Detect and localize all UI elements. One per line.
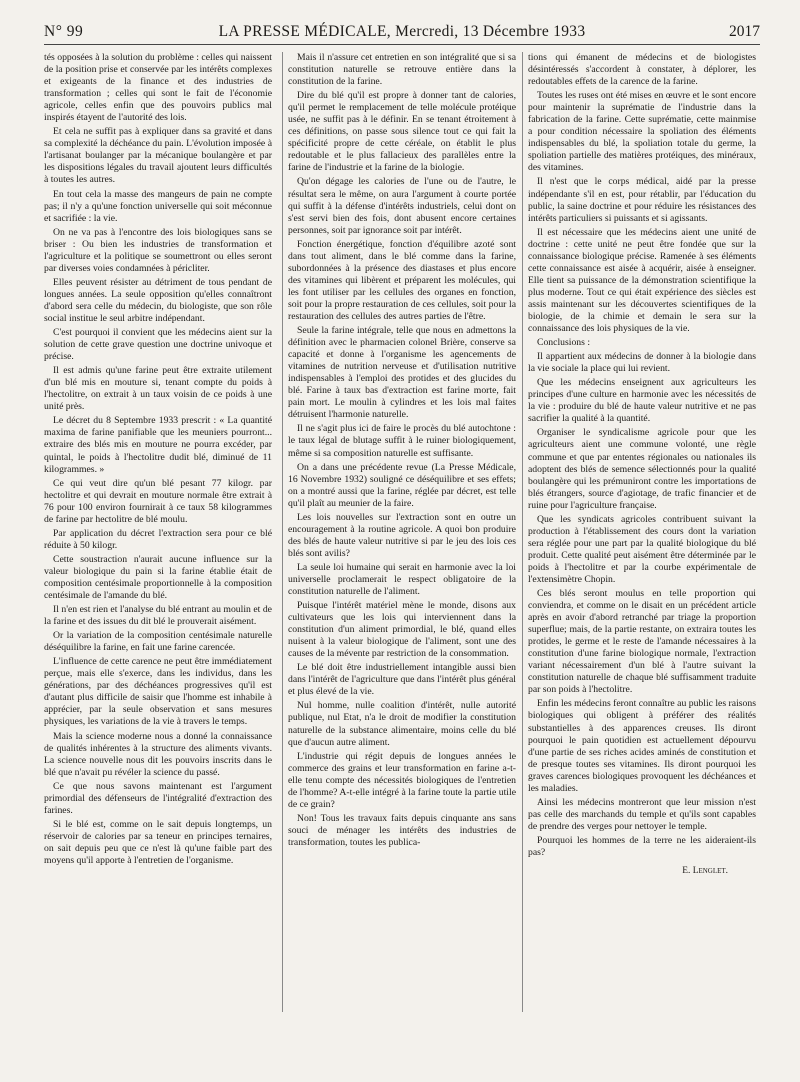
paragraph: Il est admis qu'une farine peut être extraite utilement d'un blé mis en mouture si, tenant compte du poids à l'hectolitre, on extrait à un taux voisin de ce poids à une unité près. (44, 365, 272, 413)
paragraph: Les lois nouvelles sur l'extraction sont en outre un encouragement à la routine agricole. A quoi bon produire des blés de haute valeur nutritive si par le jeu des lois ces blés sont avilis? (288, 511, 516, 559)
page-number: 2017 (729, 23, 760, 40)
paragraph: Cette soustraction n'aurait aucune influence sur la valeur biologique du pain si la farine établie était de composition centésimale proportionnelle à la composition centésimale de l'amande du blé. (44, 553, 272, 602)
paragraph: Ce qui veut dire qu'un blé pesant 77 kilogr. par hectolitre et qui devrait en mouture normale être extrait à 76 pour 100 environ fournirait à ce taux 58 kilogrammes de farine par hectolitre de blé moulu. (44, 477, 272, 525)
paragraph: Qu'on dégage les calories de l'une ou de l'autre, le résultat sera le même, on aura l'argument à courte portée qui suffit à la défense d'intérêts industriels, celui dont on s'est servi bien des fois, dont abusent encore certaines personnes, soit par ignorance soit par intérêt. (288, 176, 516, 236)
paragraph: Puisque l'intérêt matériel mène le monde, disons aux cultivateurs que les lois qui interviennent dans la constitution d'un aliment primordial, le blé, quand elles nuisent à la valeur biologique de l'aliment, sont une des causes de la mévente par restriction de la consommation. (288, 600, 516, 660)
paragraph: Il est nécessaire que les médecins aient une unité de doctrine : cette unité ne peut être fondée que sur la connaissance biologique précise. Ramenée à ses éléments cette connaissance est aisée à acquérir, aisée à enseigner. Elle tient sa puissance de la démonstration scientifique la plus moderne. Tout ce qui était expérience des siècles est assis maintenant sur les découvertes scientifiques de la biologie, de la chimie et demain le sera sur la connaissance des lois physiques de la vie. (528, 226, 756, 335)
paragraph: Seule la farine intégrale, telle que nous en admettons la définition avec le pharmacien colonel Brière, conserve sa capacité et donne à l'organisme les agencements de vitamines de nutrition nerveuse et d'utilisation nutritive indispensables à l'emploi des protides et des glucides du blé. Farine à taux bas d'extraction est farine morte, fait pain mort. Le moulin à cylindres et les lois mal faites détruisent l'harmonie naturelle. (288, 325, 516, 421)
column-1 (44, 52, 272, 1020)
paragraph: Dire du blé qu'il est propre à donner tant de calories, qu'il permet le remplacement de telle molécule protéique usée, ne suffit pas à le définir. En se tenant étroitement à ces définitions, on passe sous silence tout ce qui fait la spécificité propre de cette céréale, on établit le plus redoutable et le plus fallacieux des parallèles entre la farine de l'industrie et la farine de la biologie. (288, 90, 516, 174)
column-divider (282, 52, 283, 1012)
paragraph: Or la variation de la composition centésimale naturelle déséquilibre la farine, en fait une farine carencée. (44, 630, 272, 654)
column-2 (288, 52, 516, 1020)
journal-title: LA PRESSE MÉDICALE, Mercredi, 13 Décembre 1933 (218, 23, 586, 40)
author-signature: E. Lenglet. (682, 866, 728, 877)
paragraph: Non! Tous les travaux faits depuis cinquante ans sans souci de ménager les intérêts des industries de transformation, toutes les publica- (288, 812, 516, 848)
page-header (44, 20, 760, 46)
paragraph: Elles peuvent résister au détriment de tous pendant de longues années. La seule opposition qu'elles connaîtront d'abord sera celle du médecin, du biologiste, que son rôle social institue le seul arbitre indépendant. (44, 276, 272, 324)
paragraph: Il n'en est rien et l'analyse du blé entrant au moulin et de la farine et des issues du dit blé le prouverait aisément. (44, 604, 272, 628)
issue-number: N° 99 (44, 23, 84, 40)
paragraph: En tout cela la masse des mangeurs de pain ne compte pas; il n'y a qu'une fonction universelle qui soit méconnue et sacrifiée : la vie. (44, 188, 272, 224)
paragraph: On a dans une précédente revue (La Presse Médicale, 16 Novembre 1932) souligné ce déséquilibre et ses effets; on a montré aussi que la farine, réglée par décret, est telle qu'il plaît au meunier de la faire. (288, 461, 516, 509)
paragraph: Pourquoi les hommes de la terre ne les aideraient-ils pas? (528, 834, 756, 858)
paragraph: Organiser le syndicalisme agricole pour que les agriculteurs aient une commune volonté, une règle commune et que par ententes régionales ou nationales ils adoptent des blés de semence sélectionnés pour la qualité boulangère qui les prémuniront contre les importations de blés étrangers, source d'agiotage, de trafic financier et de ruine pour l'agriculture française. (528, 427, 756, 511)
paragraph: tions qui émanent de médecins et de biologistes désintéressés s'accordent à constater, à déplorer, les redoutables effets de la carence de la farine. (528, 52, 756, 88)
paragraph: tés opposées à la solution du problème : celles qui naissent de la position prise et conservée par les intérêts complexes et exigeants de la finance et des industries de transformation ; celles qui sont le fait de l'économie agricole, celles enfin que des pouvoirs publics mal inspirés étayent de l'autorité des lois. (44, 52, 272, 124)
paragraph: Ces blés seront moulus en telle proportion qui conviendra, et comme on le disait en un précédent article après en avoir d'abord retranché par triage la proportion superflue; mais, de la partie restante, on extraira toutes les protides, le germe et le reste de l'amande nécessaires à la constitution d'une farine biologique normale, l'extraction variant nécessairement d'un blé à l'autre suivant la constitution naturelle de chaque blé suffisamment traduite par son poids à l'hectolitre. (528, 588, 756, 696)
paragraph: Il ne s'agit plus ici de faire le procès du blé autochtone : le taux légal de blutage suffit à le ruiner biologiquement, même si sa composition naturelle est suffisante. (288, 423, 516, 459)
paragraph: Le blé doit être industriellement intangible aussi bien dans l'intérêt de l'agriculture que dans l'intérêt plus général et plus élevé de la vie. (288, 662, 516, 698)
paragraph: Par application du décret l'extraction sera pour ce blé réduite à 50 kilogr. (44, 527, 272, 551)
paragraph: Conclusions : (537, 337, 591, 349)
paragraph: Fonction énergétique, fonction d'équilibre azoté sont dans tout aliment, dans le blé comme dans la farine, subordonnées à la présence des diastases et plus encore des vitamines qui libèrent et préparent les molécules, qui les font utiliser par les cellules des organes en fonction, soit pour la propre restauration de ces cellules, soit pour la restauration des cellules des autres parties de l'être. (288, 238, 516, 322)
column-3 (528, 52, 756, 1020)
header-rule (44, 44, 760, 45)
paragraph: Ce que nous savons maintenant est l'argument primordial des défenseurs de l'intégralité d'extraction des farines. (44, 780, 272, 816)
paragraph: C'est pourquoi il convient que les médecins aient sur la solution de cette grave question une doctrine univoque et précise. (44, 327, 272, 363)
paragraph: Mais la science moderne nous a donné la connaissance de qualités inhérentes à la structure des aliments vivants. La science nouvelle nous dit les pouvoirs inscrits dans le blé que n'avait pu révéler la science du passé. (44, 730, 272, 778)
paragraph: Si le blé est, comme on le sait depuis longtemps, un réservoir de calories par sa teneur en principes ternaires, on sait depuis peu que ce n'est là qu'une faible part des moyens qu'il apporte à l'entretien de l'organisme. (44, 818, 272, 866)
paragraph: Et cela ne suffit pas à expliquer dans sa gravité et dans sa complexité la déchéance du pain. L'évolution imposée à l'artisanat boulanger par la mécanique boulangère et par les dispositions légales du travail ajoutent leurs difficultés à toutes les autres. (44, 126, 272, 186)
paragraph: La seule loi humaine qui serait en harmonie avec la loi universelle proclamerait le respect obligatoire de la constitution naturelle de l'aliment. (288, 561, 516, 598)
paragraph: Enfin les médecins feront connaître au public les raisons biologiques qui obligent à préférer des réalités substantielles à des apparences creuses. Ils diront pourquoi le pain quotidien est actuellement dépourvu d'une partie de ses riches acides aminés de constitution et de presque toutes ses vitamines. Ils diront pourquoi les graves carences biologiques provoquent les déchéances et les maladies. (528, 698, 756, 794)
paragraph: On ne va pas à l'encontre des lois biologiques sans se briser : Ou bien les industries de transformation et l'agriculture et la politique se soumettront ou elles seront par diverses voies condamnées à péricliter. (44, 226, 272, 274)
column-divider (522, 52, 523, 1012)
paragraph: Que les syndicats agricoles contribuent suivant la production à l'établissement des cours dont la variation sera réglée pour une part par la qualité biologique du blé produit. Cette qualité peut aisément être déterminée par le poids à l'hectolitre et par la courbe expérimentale de l'extensimètre Chopin. (528, 513, 756, 585)
paragraph: Il n'est que le corps médical, aidé par la presse indépendante s'il en est, pour rétablir, par l'éducation du public, la saine doctrine et pour réduire les résistances des intérêts particuliers si puissants et si agissants. (528, 176, 756, 224)
paragraph: Que les médecins enseignent aux agriculteurs les principes d'une culture en harmonie avec les nécessités de la vie : produire du blé de haute valeur nutritive et ne pas sacrifier la qualité à la quantité. (528, 377, 756, 425)
paragraph: L'influence de cette carence ne peut être immédiatement perçue, mais elle s'exerce, dans les individus, dans les générations, par des déchéances progressives qu'il est d'autant plus difficile de saisir que l'homme est inhabile à apprécier, par la seule observation et sans mesures physiques, les variations de la vie à travers le temps. (44, 656, 272, 728)
paragraph: Mais il n'assure cet entretien en son intégralité que si sa constitution naturelle se retrouve entière dans la constitution de la farine. (288, 52, 516, 88)
paragraph: L'industrie qui régit depuis de longues années le commerce des grains et leur transformation en farine a-t-elle tenu compte des nécessités biologiques de l'entretien de l'homme? A-t-elle intégré à la farine toute la partie utile de ce grain? (288, 750, 516, 810)
paragraph: Toutes les ruses ont été mises en œuvre et le sont encore pour maintenir la suprématie de l'industrie dans la fabrication de la farine. Cette suprématie, cette mainmise a pour condition nécessaire la spoliation des éléments indispensables du blé, la spoliation totale du germe, la spoliation partielle des matières protéiques, des minéraux, des vitamines. (528, 90, 756, 174)
paragraph: Ainsi les médecins montreront que leur mission n'est pas celle des marchands du temple et qu'ils sont capables de prendre des verges pour nettoyer le temple. (528, 796, 756, 832)
paragraph: Le décret du 8 Septembre 1933 prescrit : « La quantité maxima de farine panifiable que les meuniers pourront... extraire des blés mis en mouture ne pourra excéder, par quintal, le poids à l'hectolitre dudit blé, diminué de 11 kilogrammes. » (44, 415, 272, 475)
paragraph: Il appartient aux médecins de donner à la biologie dans la vie sociale la place qui lui revient. (528, 351, 756, 375)
paragraph: Nul homme, nulle coalition d'intérêt, nulle autorité publique, nul Etat, n'a le droit de modifier la constitution naturelle de la substance alimentaire, moins celle du blé que d'aucun autre aliment. (288, 700, 516, 748)
